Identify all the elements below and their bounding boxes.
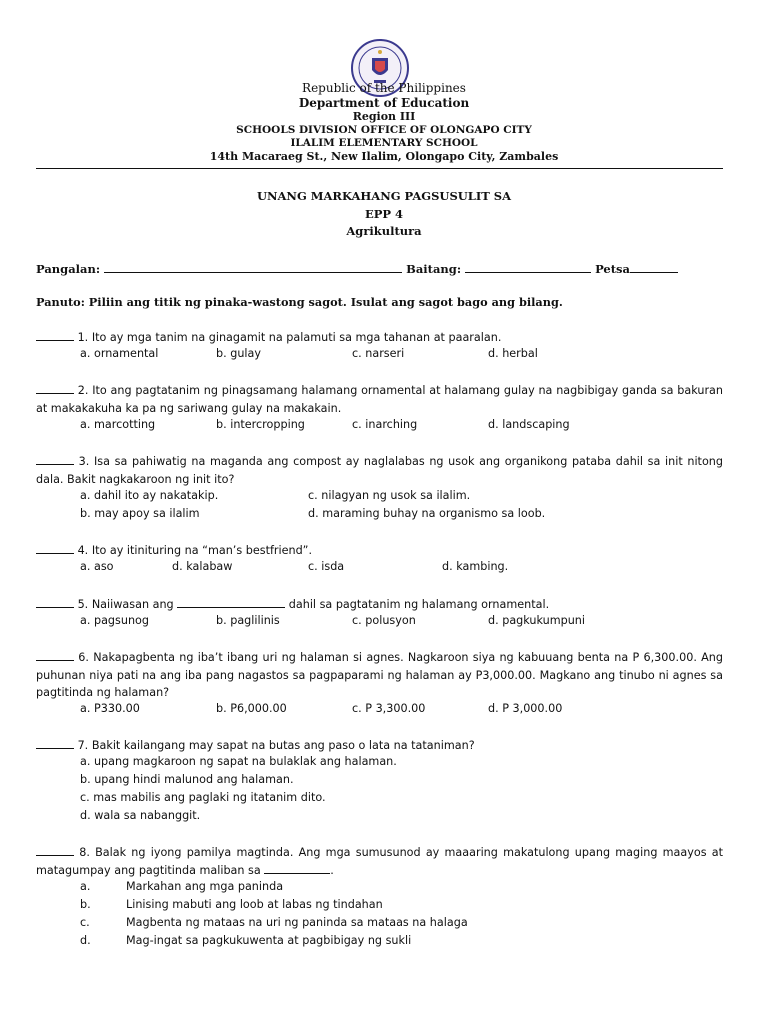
option: b. paglilinis	[216, 614, 280, 627]
question-5	[36, 596, 723, 614]
option: a. dahil ito ay nakatakip.	[80, 489, 219, 502]
option: d. P 3,000.00	[488, 702, 563, 715]
answer-blank[interactable]	[36, 596, 74, 608]
fill-in-blank[interactable]	[264, 862, 330, 874]
option: d. landscaping	[488, 418, 570, 431]
option: a. P330.00	[80, 702, 140, 715]
option: d. wala sa nabanggit.	[80, 809, 201, 822]
option: Magbenta ng mataas na uri ng paninda sa mataas na halaga	[126, 916, 468, 929]
question-number: 7.	[77, 739, 89, 752]
exam-title: UNANG MARKAHANG PAGSUSULIT SA	[256, 189, 512, 203]
question-6	[36, 649, 723, 702]
option: c. polusyon	[352, 614, 416, 627]
country-name: Republic of the Philippines	[302, 81, 466, 95]
student-info-row	[36, 261, 678, 276]
question-8: 8. Balak ng iyong pamilya magtinda. Ang mga sumusunod ay maaaring makatulong upang maging maayos at matagumpay ang pagtitinda maliban sa .	[36, 846, 723, 877]
option: c. nilagyan ng usok sa ilalim.	[308, 489, 471, 502]
answer-blank[interactable]	[36, 542, 74, 554]
option: c. P 3,300.00	[352, 702, 426, 715]
option: b. may apoy sa ilalim	[80, 507, 200, 520]
question-1	[36, 329, 723, 347]
header-divider	[36, 168, 723, 169]
school-name: ILALIM ELEMENTARY SCHOOL	[290, 137, 478, 149]
option-letter: a.	[80, 880, 91, 893]
option-letter: b.	[80, 898, 91, 911]
option: Linising mabuti ang loob at labas ng tindahan	[126, 898, 383, 911]
question-text: Ito ay itinituring na “man’s bestfriend”.	[91, 544, 313, 557]
division-name: SCHOOLS DIVISION OFFICE OF OLONGAPO CITY	[236, 124, 532, 136]
option: Markahan ang mga paninda	[126, 880, 284, 893]
option: a. marcotting	[80, 418, 156, 431]
question-number: 2.	[77, 384, 89, 397]
question-number: 5.	[77, 598, 89, 611]
grade-label: Baitang:	[406, 262, 462, 276]
option: c. isda	[308, 560, 345, 573]
grade-field[interactable]	[465, 261, 591, 273]
answer-blank[interactable]	[36, 737, 74, 749]
answer-blank[interactable]	[36, 844, 74, 856]
option: c. inarching	[352, 418, 418, 431]
option: d. kambing.	[442, 560, 509, 573]
option-letter: c.	[80, 916, 90, 929]
option: a. ornamental	[80, 347, 159, 360]
option: a. aso	[80, 560, 114, 573]
date-field[interactable]	[630, 261, 678, 273]
region-name: Region III	[352, 110, 416, 123]
question-text: Naiiwasan ang	[91, 598, 174, 611]
question-number: 1.	[77, 331, 89, 344]
option: a. upang magkaroon ng sapat na bulaklak ang halaman.	[80, 755, 397, 768]
option: Mag-ingat sa pagkukuwenta at pagbibigay ng sukli	[126, 934, 412, 947]
question-number: 4.	[77, 544, 89, 557]
question-text: Isa sa pahiwatig na maganda ang compost ay naglalabas ng usok ang organikong pataba dahil sa init nitong dala. Bakit nagkakaroon ng init ito?	[36, 455, 723, 486]
option: d. pagkukumpuni	[488, 614, 586, 627]
answer-blank[interactable]	[36, 382, 74, 394]
instructions: Panuto: Piliin ang titik ng pinaka-wastong sagot. Isulat ang sagot bago ang bilang.	[36, 295, 563, 309]
option: d. kalabaw	[172, 560, 233, 573]
option: c. mas mabilis ang paglaki ng itatanim dito.	[80, 791, 326, 804]
question-number: 3.	[78, 455, 90, 468]
answer-blank[interactable]	[36, 649, 74, 661]
question-4	[36, 542, 723, 560]
option: b. upang hindi malunod ang halaman.	[80, 773, 294, 786]
school-address: 14th Macaraeg St., New Ilalim, Olongapo City, Zambales	[209, 150, 559, 163]
date-label: Petsa	[595, 262, 630, 276]
option: b. intercropping	[216, 418, 305, 431]
option: a. pagsunog	[80, 614, 149, 627]
name-label: Pangalan:	[36, 262, 101, 276]
option-letter: d.	[80, 934, 91, 947]
question-2	[36, 382, 723, 417]
option: d. maraming buhay na organismo sa loob.	[308, 507, 546, 520]
question-7	[36, 737, 723, 755]
exam-subject: EPP 4	[364, 207, 404, 221]
question-text: Ito ang pagtatanim ng pinagsamang halamang ornamental at halamang gulay na nagbibigay ganda sa bakuran at makakakuha ka pa ng sariwang gulay na makakain.	[36, 384, 723, 415]
question-text: dahil sa pagtatanim ng halamang ornamental.	[288, 598, 550, 611]
question-number: 8.	[79, 846, 90, 859]
option: b. gulay	[216, 347, 261, 360]
question-text: Ito ay mga tanim na ginagamit na palamuti sa mga tahanan at paaralan.	[91, 331, 502, 344]
exam-topic: Agrikultura	[346, 224, 422, 238]
department-name: Department of Education	[298, 96, 470, 110]
option: b. P6,000.00	[216, 702, 287, 715]
name-field[interactable]	[104, 261, 402, 273]
question-3	[36, 453, 723, 488]
fill-in-blank[interactable]	[177, 596, 285, 608]
option: d. herbal	[488, 347, 538, 360]
question-text: Balak ng iyong pamilya magtinda. Ang mga sumusunod ay maaaring makatulong upang maging maayos at matagumpay ang pagtitinda maliban sa	[36, 846, 723, 877]
question-text: Bakit kailangang may sapat na butas ang paso o lata na tataniman?	[91, 739, 475, 752]
answer-blank[interactable]	[36, 453, 74, 465]
option: c. narseri	[352, 347, 405, 360]
question-text: Nakapagbenta ng iba’t ibang uri ng halaman si agnes. Nagkaroon siya ng kabuuang benta na P 6,300.00. Ang puhunan niya pati na ang iba pang nagastos sa pagpaparami ng halaman ay P3,000.00. Magkano ang tinubo ni agnes sa pagtitinda ng halaman?	[36, 651, 724, 699]
answer-blank[interactable]	[36, 329, 74, 341]
question-number: 6.	[78, 651, 89, 664]
